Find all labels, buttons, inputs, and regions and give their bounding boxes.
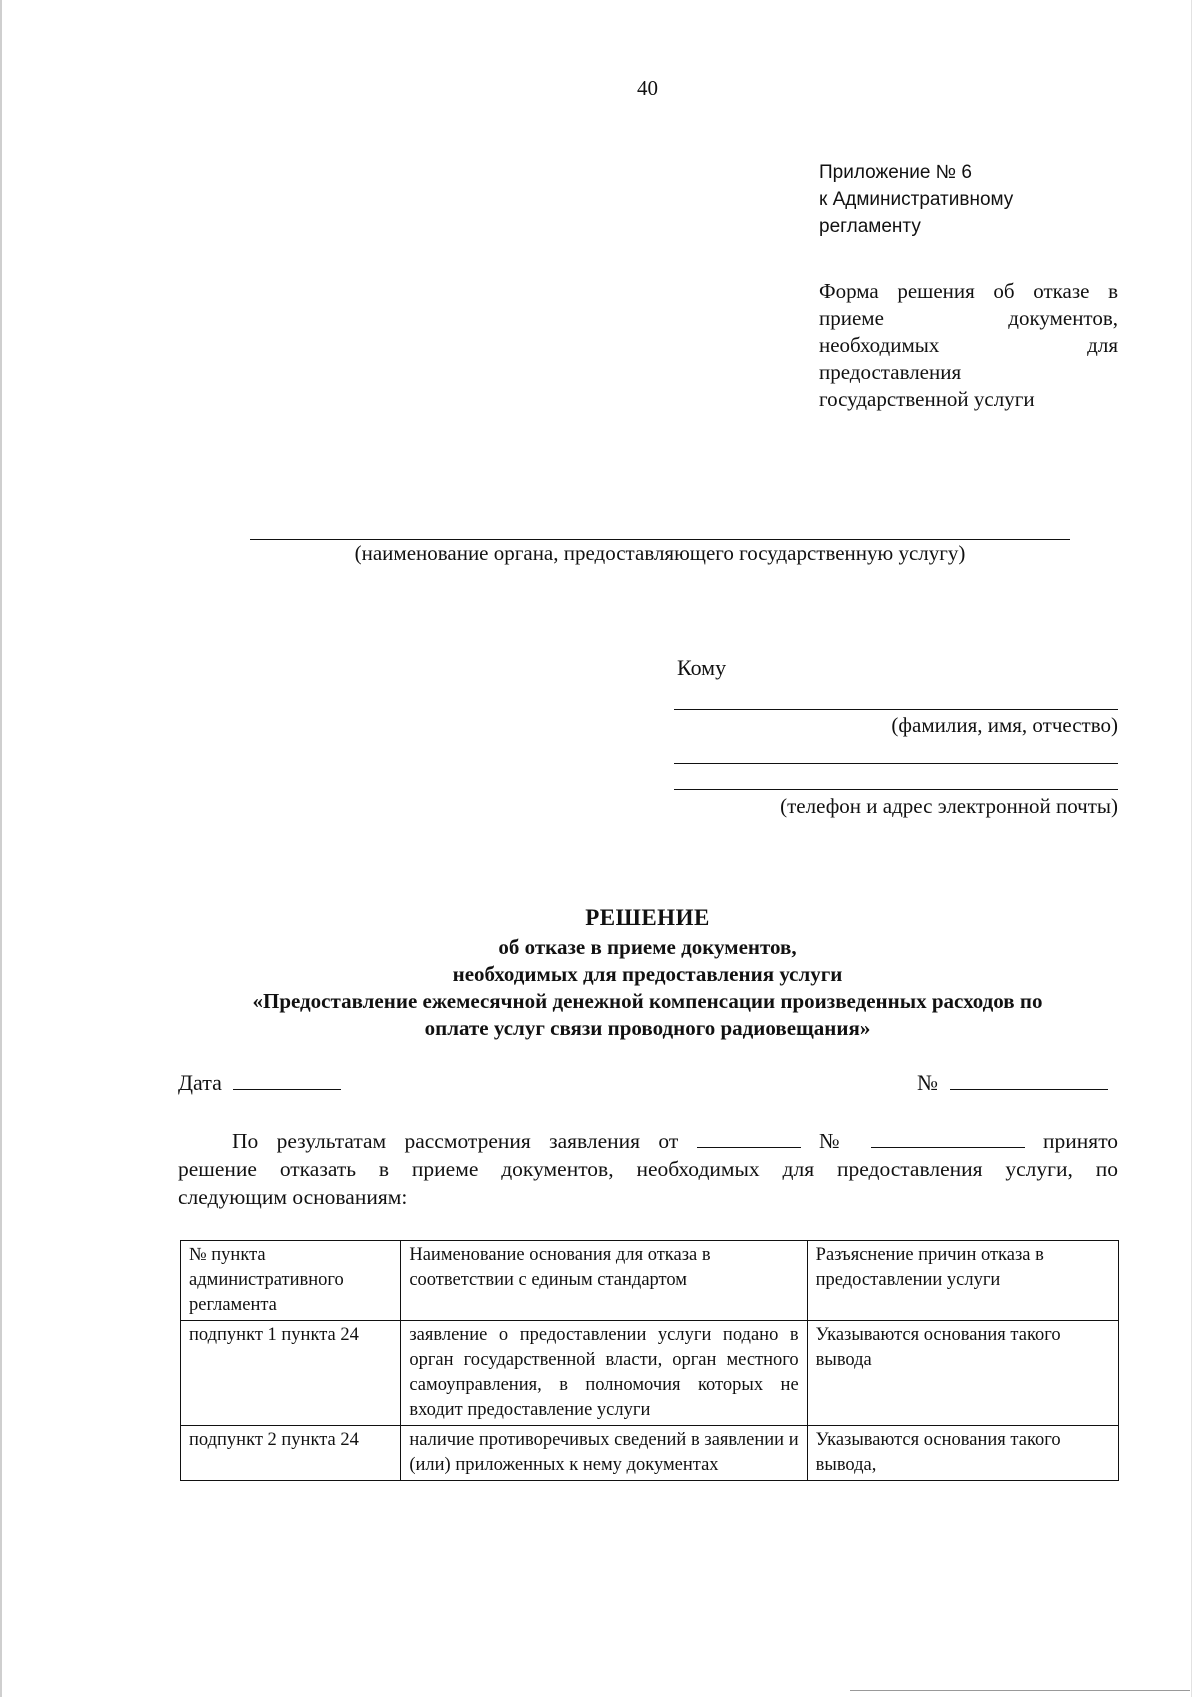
recipient-name-line (674, 709, 1118, 710)
date-label: Дата (178, 1070, 222, 1095)
decision-subtitle (100, 934, 1195, 1042)
decision-subtitle-line-1: об отказе в приеме документов, (498, 935, 797, 959)
form-title-line-2: приеме документов, (819, 306, 1118, 330)
table-header-cell: Наименование основания для отказа в соответствии с единым стандартом (401, 1241, 807, 1321)
date-blank (233, 1071, 341, 1090)
paragraph-line-3: следующим основаниям: (178, 1185, 408, 1209)
table-cell-reason: наличие противоречивых сведений в заявлении и (или) приложенных к нему документах (401, 1426, 807, 1481)
table-header-cell: Разъяснение причин отказа в предоставлении услуги (807, 1241, 1118, 1321)
table-cell-explanation: Указываются основания такого вывода, (807, 1426, 1118, 1481)
appendix-note (819, 159, 1013, 240)
form-title-line-5: государственной услуги (819, 387, 1035, 411)
application-number-blank (871, 1129, 1025, 1148)
scan-bottom-mark (850, 1690, 1190, 1691)
refusal-grounds-table (180, 1240, 1119, 1481)
table-header-cell: № пункта административного регламента (181, 1241, 401, 1321)
date-field (178, 1070, 341, 1096)
recipient-contact-line-2 (674, 789, 1118, 790)
page-number: 40 (637, 76, 658, 100)
recipient-contact-caption: (телефон и адрес электронной почты) (780, 794, 1118, 818)
paragraph-part-3: принято (1043, 1129, 1119, 1153)
authority-name-line (250, 539, 1070, 540)
table-cell-point: подпункт 1 пункта 24 (181, 1321, 401, 1426)
form-title-line-4: предоставления (819, 360, 962, 384)
number-field (917, 1070, 1108, 1096)
decision-subtitle-line-3: «Предоставление ежемесячной денежной компенсации произведенных расходов по (252, 989, 1043, 1013)
recipient-contact-line-1 (674, 763, 1118, 764)
paragraph-part-2: № (818, 1129, 853, 1153)
number-blank (950, 1071, 1108, 1090)
table-header-row (181, 1241, 1119, 1321)
form-title-line-1: Форма решения об отказе в (819, 279, 1118, 303)
table-row (181, 1426, 1119, 1481)
decision-title: РЕШЕНИЕ (585, 905, 710, 930)
scan-edge-right (1191, 0, 1192, 1697)
decision-subtitle-line-4: оплате услуг связи проводного радиовещания» (424, 1016, 871, 1040)
number-label: № (917, 1070, 938, 1095)
table-cell-explanation: Указываются основания такого вывода (807, 1321, 1118, 1426)
application-date-blank (697, 1129, 801, 1148)
authority-caption: (наименование органа, предоставляющего государственную услугу) (354, 541, 966, 565)
table-cell-point: подпункт 2 пункта 24 (181, 1426, 401, 1481)
recipient-name-caption: (фамилия, имя, отчество) (891, 713, 1118, 737)
recipient-label: Кому (677, 655, 727, 680)
appendix-line-2: к Административному (819, 189, 1014, 210)
scan-edge-left (0, 0, 2, 1697)
appendix-line-1: Приложение № 6 (819, 162, 972, 183)
form-title (819, 278, 1118, 413)
paragraph-line-2: решение отказать в приеме документов, необходимых для предоставления услуги, по (178, 1157, 1118, 1181)
table-row (181, 1321, 1119, 1426)
form-title-line-3: необходимых для (819, 333, 1118, 357)
paragraph-line-1 (178, 1127, 1118, 1155)
decision-subtitle-line-2: необходимых для предоставления услуги (452, 962, 843, 986)
table-cell-reason: заявление о предоставлении услуги подано в орган государственной власти, орган местного самоуправления, в полномочия которых не входит предоставление услуги (401, 1321, 807, 1426)
decision-paragraph (178, 1127, 1118, 1211)
appendix-line-3: регламенту (819, 216, 921, 237)
paragraph-part-1: По результатам рассмотрения заявления от (232, 1129, 679, 1153)
